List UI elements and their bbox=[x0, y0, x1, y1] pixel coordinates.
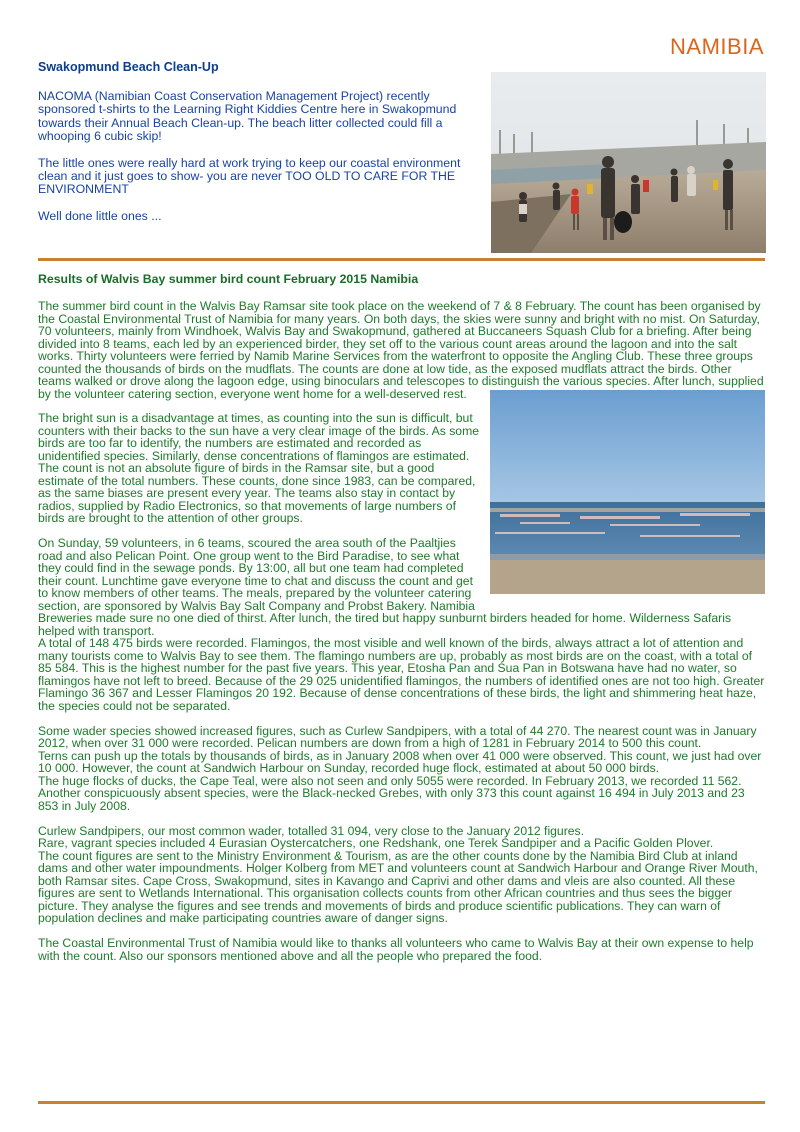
bird-count-article bbox=[38, 272, 765, 962]
section-divider bbox=[38, 258, 765, 261]
bird-count-paragraph: The Coastal Environmental Trust of Namibia would like to thanks all volunteers who came to Walvis Bay at their own expense to help with the count. Also our sponsors mentioned above and all the people who prepared the food. bbox=[38, 936, 754, 963]
bird-count-paragraph: Rare, vagrant species included 4 Eurasian Oystercatchers, one Redshank, one Terek Sandpiper and a Pacific Golden Plover. bbox=[38, 836, 714, 850]
bird-count-paragraph: A total of 148 475 birds were recorded. Flamingos, the most visible and well known of the birds, always attract a lot of attention and many tourists come to Walvis Bay to see them. The flamingo numbers are up, probably as most birds are on the coast, with a total of 85 584. This is the highest number for the past five years. This year, Etosha Pan and Sua Pan in Botswana have had no water, so flamingos have not left to breed. Because of the 29 025 unidentified flamingos, the numbers of identified ones are not too high. Greater Flamingo 36 367 and Lesser Flamingos 20 192. Because of dense concentrations of these birds, the light and shimmering heat haze, the species could not be separated. bbox=[38, 636, 765, 713]
bird-count-paragraph: Terns can push up the totals by thousands of birds, as in January 2008 when over 41 000 were observed. This count, we just had over 10 000. However, the count at Sandwich Harbour on Sunday, recorded huge flock, estimated at about 50 000 birds. bbox=[38, 748, 762, 775]
beach-cleanup-paragraph: Well done little ones ... bbox=[38, 208, 162, 223]
bird-count-paragraph: On Sunday, 59 volunteers, in 6 teams, scoured the area south of the Paaltjies road and also Pelican Point. One group went to the Bird Paradise, to see what they could find in the sewage ponds. By 13:00, all but one team had completed their count. Lunchtime gave everyone time to chat and discuss the count and get to know members of other teams. The meals, prepared by the volunteer catering section, are sponsored by Walvis Bay Salt Company and Probst Bakery. Namibia Breweries made sure no one died of thirst. After lunch, the tired but happy sunburnt birders headed for home. Wilderness Safaris helped with transport. bbox=[38, 536, 732, 638]
bird-count-paragraph: The count figures are sent to the Ministry Environment & Tourism, as are the other counts done by the Namibia Bird Club at inland dams and other water impoundments. Holger Kolberg from MET and volunteers count at Sandwich Harbour and Orange River Mouth, both Ramsar sites. Cape Cross, Swakopmund, sites in Kavango and Caprivi and other dams and vleis are also counted. All these figures are sent to Wetlands International. This organisation collects counts from other African countries and thus sees the bigger picture. They analyse the figures and see trends and movements of birds and produce scientific publications. They can warn of population declines and make participating countries aware of danger signs. bbox=[38, 848, 758, 925]
bird-count-paragraph: The summer bird count in the Walvis Bay Ramsar site took place on the weekend of 7 & 8 February. The count has been organised by the Coastal Environmental Trust of Namibia for many years. On both days, the skies were sunny and bright with no mist. On Saturday, 70 volunteers, mainly from Windhoek, Walvis Bay and Swakopmund, gathered at Buccaneers Squash Club for a briefing. After being divided into 8 teams, each led by an experienced birder, they set off to the various count areas around the lagoon and into the salt works. Thirty volunteers were ferried by Namib Marine Services from the waterfront to opposite the Angling Club. These three groups counted the thousands of birds on the mudflats. The counts are done at low tide, as the exposed mudflats attract the birds. Other teams walked or drove along the lagoon edge, using binoculars and telescopes to distinguish the various species. After lunch, supplied by the volunteer catering section, everyone went home for a well-deserved rest. bbox=[38, 299, 764, 401]
flamingo-lagoon-photo bbox=[490, 390, 765, 594]
beach-cleanup-paragraph: NACOMA (Namibian Coast Conservation Management Project) recently sponsored t-shirts to the Learning Right Kiddies Centre here in Swakopmund towards their Annual Beach Clean-up. The beach litter collected could fill a whooping 6 cubic skip! bbox=[38, 89, 457, 144]
bird-count-paragraph: Curlew Sandpipers, our most common wader, totalled 31 094, very close to the January 2012 figures. bbox=[38, 823, 585, 838]
bird-count-paragraph: Some wader species showed increased figures, such as Curlew Sandpipers, with a total of 44 270. The nearest count was in January 2012, when over 31 000 were recorded. Pelican numbers are down from a high of 1281 in February 2014 to 500 this count. bbox=[38, 723, 757, 750]
bird-count-paragraph: The bright sun is a disadvantage at times, as counting into the sun is difficult, but counters with their backs to the sun have a very clear image of the birds. As some birds are too far to identify, the numbers are estimated and recorded as unidentified species. Similarly, dense concentrations of flamingos are estimated. The count is not an absolute figure of birds in the Ramsar site, but a good estimate of the total numbers. These counts, done since 1983, can be compared, as the same biases are present every year. The teams also stay in contact by radios, supplied by Radio Electronics, so that movements of large numbers of birds are brought to the attention of other groups. bbox=[38, 411, 479, 525]
beach-cleanup-paragraph: The little ones were really hard at work trying to keep our coastal environment clean and it just goes to show- you are never TOO OLD TO CARE FOR THE ENVIRONMENT bbox=[38, 155, 461, 197]
bird-count-title: Results of Walvis Bay summer bird count February 2015 Namibia bbox=[38, 272, 419, 286]
bottom-divider bbox=[38, 1101, 765, 1104]
bird-count-paragraph: The huge flocks of ducks, the Cape Teal, were also not seen and only 5055 were recorded. In February 2013, we recorded 11 562. Another conspicuously absent species, were the Black-necked Grebes, with only 373 this count against 16 494 in July 2013 and 23 853 in July 2008. bbox=[38, 773, 745, 813]
country-heading: NAMIBIA bbox=[670, 34, 764, 59]
beach-cleanup-article bbox=[38, 60, 480, 236]
beach-cleanup-photo bbox=[491, 72, 766, 253]
beach-cleanup-title: Swakopmund Beach Clean-Up bbox=[38, 60, 219, 74]
